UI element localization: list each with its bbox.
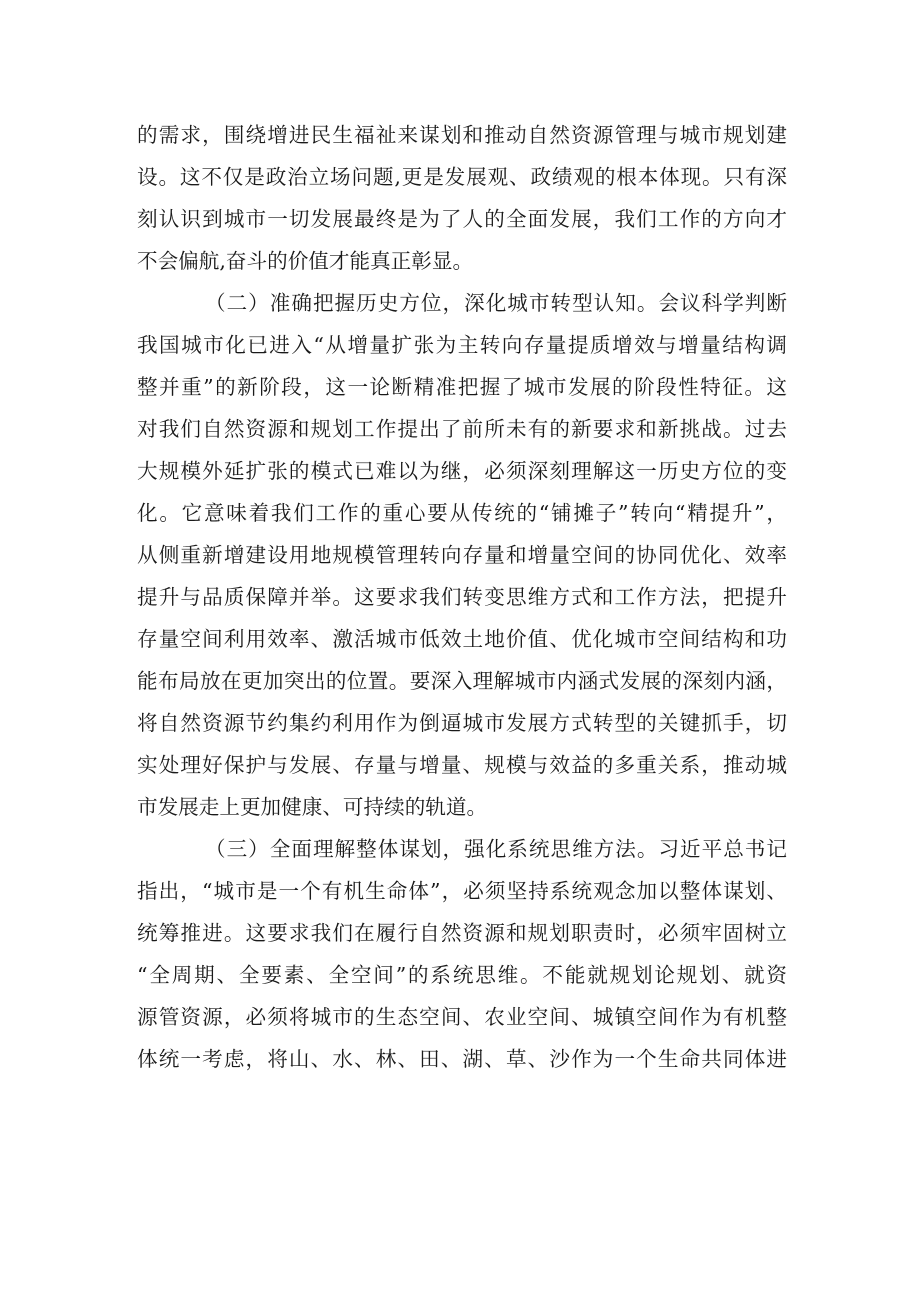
paragraph-section-three xyxy=(137,828,787,1080)
text-line: 将自然资源节约集约利用作为倒逼城市发展方式转型的关键抓手，切 xyxy=(137,711,787,735)
paragraph-continuation xyxy=(137,114,787,282)
text-line: 我国城市化已进入“从增量扩张为主转向存量提质增效与增量结构调 xyxy=(137,333,787,357)
document-body xyxy=(137,114,787,1080)
text-line: 从侧重新增建设用地规模管理转向存量和增量空间的协同优化、效率 xyxy=(137,543,787,567)
text-line: 整并重”的新阶段，这一论断精准把握了城市发展的阶段性特征。这 xyxy=(137,375,787,399)
section-heading-line: （二）准确把握历史方位，深化城市转型认知。会议科学判断 xyxy=(205,291,787,315)
text-line: 不会偏航,奋斗的价值才能真正彰显。 xyxy=(137,249,474,273)
text-line: 化。它意味着我们工作的重心要从传统的“铺摊子”转向“精提升”， xyxy=(137,501,787,525)
section-heading-line: （三）全面理解整体谋划，强化系统思维方法。习近平总书记 xyxy=(205,837,787,861)
text-line: 体统一考虑，将山、水、林、田、湖、草、沙作为一个生命共同体进 xyxy=(137,1047,787,1071)
text-line: 源管资源，必须将城市的生态空间、农业空间、城镇空间作为有机整 xyxy=(137,1005,787,1029)
text-line: 统筹推进。这要求我们在履行自然资源和规划职责时，必须牢固树立 xyxy=(137,921,787,945)
text-line: 市发展走上更加健康、可持续的轨道。 xyxy=(137,795,488,819)
text-line: 实处理好保护与发展、存量与增量、规模与效益的多重关系，推动城 xyxy=(137,753,787,777)
text-line: “全周期、全要素、全空间”的系统思维。不能就规划论规划、就资 xyxy=(137,963,787,987)
text-line: 指出，“城市是一个有机生命体”，必须坚持系统观念加以整体谋划、 xyxy=(137,879,787,903)
text-line: 刻认识到城市一切发展最终是为了人的全面发展，我们工作的方向才 xyxy=(137,207,787,231)
text-line: 设。这不仅是政治立场问题,更是发展观、政绩观的根本体现。只有深 xyxy=(137,165,787,189)
text-line: 提升与品质保障并举。这要求我们转变思维方式和工作方法，把提升 xyxy=(137,585,787,609)
text-line: 对我们自然资源和规划工作提出了前所未有的新要求和新挑战。过去 xyxy=(137,417,787,441)
text-line: 能布局放在更加突出的位置。要深入理解城市内涵式发展的深刻内涵， xyxy=(137,669,787,693)
text-line: 的需求，围绕增进民生福祉来谋划和推动自然资源管理与城市规划建 xyxy=(137,123,787,147)
text-line: 存量空间利用效率、激活城市低效土地价值、优化城市空间结构和功 xyxy=(137,627,787,651)
paragraph-section-two xyxy=(137,282,787,828)
text-line: 大规模外延扩张的模式已难以为继，必须深刻理解这一历史方位的变 xyxy=(137,459,787,483)
